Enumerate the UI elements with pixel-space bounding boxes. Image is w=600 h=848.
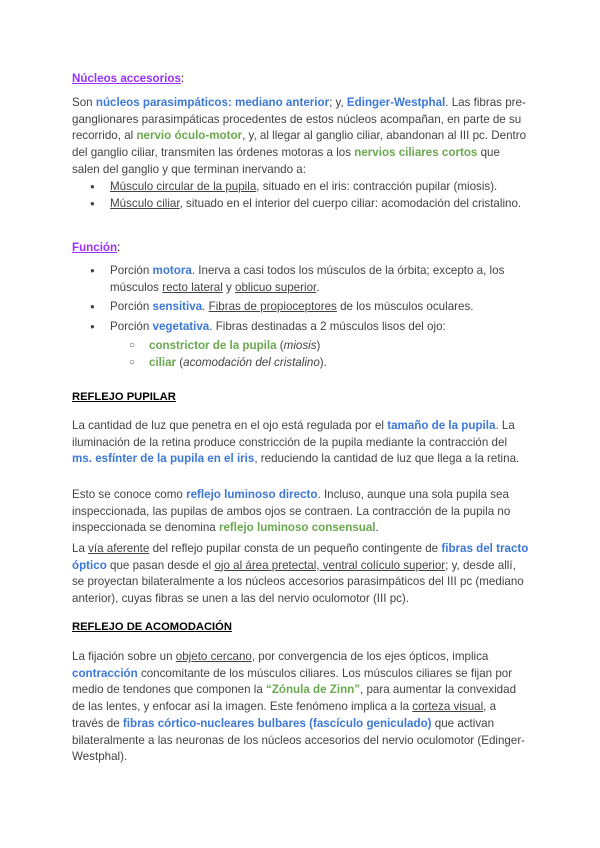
nucleos-heading: Núcleos accesorios:: [72, 72, 185, 85]
nucleos-paragraph: Son núcleos parasimpáticos: mediano anterior; y, Edinger-Westphal. Las fibras pre-ganglionares parasimpáticas procedentes de estos núcleos acompañan, en parte de su recorrido, al nervio óculo-motor, y, al llegar al ganglio ciliar, abandonan al III pc. Dentro del ganglio ciliar, transmiten las órdenes motoras a los nervios ciliares cortos que salen del ganglio y que terminan inervando a:: [72, 96, 527, 176]
pupilar-paragraph-1: La cantidad de luz que penetra en el ojo está regulada por el tamaño de la pupila. La iluminación de la retina produce constricción de la pupila mediante la contracción del ms. esfínter de la pupila en el iris, reduciendo la cantidad de luz que llega a la retina.: [72, 419, 520, 466]
acomodacion-paragraph: La fijación sobre un objeto cercano, por convergencia de los ejes ópticos, implica contracción concomitante de los músculos ciliares. Los músculos ciliares se fijan por medio de tendones que componen la “Zónula de Zinn”, para aumentar la convexidad de las lentes, y enfocar así la imagen. Este fenómeno implica a la corteza visual, a través de fibras córtico-nucleares bulbares (fascículo geniculado) que activan bilateralmente a las neuronas de los núcleos accesorios del nervio oculomotor (Edinger-Westphal).: [72, 650, 526, 764]
nucleos-bullet-list: [90, 179, 530, 212]
list-item: ● Porción vegetativa. Fibras destinadas a 2 músculos lisos del ojo:: [90, 319, 530, 336]
list-item: ○ ciliar (acomodación del cristalino).: [129, 355, 529, 372]
pupilar-paragraph-3: La vía aferente del reflejo pupilar consta de un pequeño contingente de fibras del tracto óptico que pasan desde el ojo al área pretectal, ventral colículo superior; y, desde allí, se proyectan bilateralmente a los núcleos accesorios parasimpáticos del III pc (mediano anterior), cuyas fibras se unen a las del nervio oculomotor (III pc).: [72, 542, 529, 606]
funcion-heading: Función:: [72, 241, 121, 254]
funcion-title: Función: [72, 241, 118, 254]
nucleos-title: Núcleos accesorios: [72, 72, 181, 85]
funcion-sub-list: [129, 338, 529, 371]
list-item: ● Músculo ciliar, situado en el interior del cuerpo ciliar: acomodación del cristalino.: [90, 196, 530, 213]
reflejo-acomodacion-heading: REFLEJO DE ACOMODACIÓN: [72, 621, 232, 633]
list-item: ● Porción sensitiva. Fibras de propioceptores de los músculos oculares.: [90, 299, 530, 316]
funcion-bullet-list: [90, 263, 530, 336]
pupilar-paragraph-2: Esto se conoce como reflejo luminoso directo. Incluso, aunque una sola pupila sea inspeccionada, las pupilas de ambos ojos se contraen. La contracción de la pupila no inspeccionada se denomina reflejo luminoso consensual.: [72, 488, 511, 535]
list-item: ● Músculo circular de la pupila, situado en el iris: contracción pupilar (miosis).: [90, 179, 530, 196]
reflejo-pupilar-heading: REFLEJO PUPILAR: [72, 391, 176, 403]
list-item: ● Porción motora. Inerva a casi todos los músculos de la órbita; excepto a, los músculos recto lateral y oblicuo superior.: [90, 263, 530, 296]
list-item: ○ constrictor de la pupila (miosis): [129, 338, 529, 355]
